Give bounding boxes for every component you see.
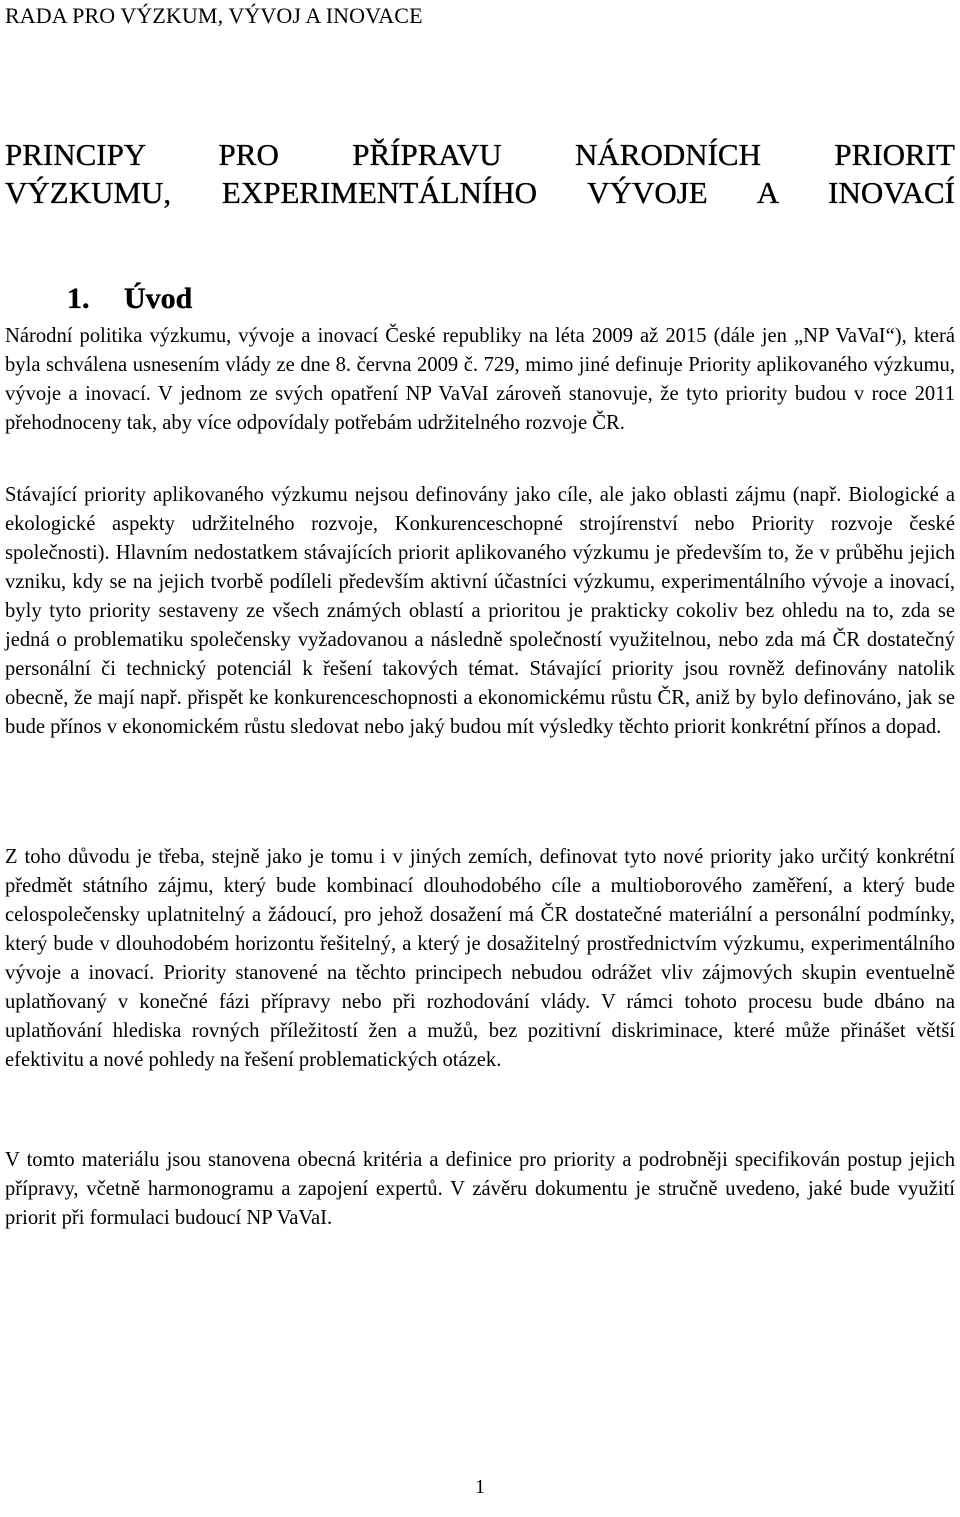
- title-line-2: VÝZKUMU, EXPERIMENTÁLNÍHO VÝVOJE A INOVACÍ: [5, 175, 955, 210]
- document-title: [5, 136, 955, 212]
- paragraph-2: Stávající priority aplikovaného výzkumu nejsou definovány jako cíle, ale jako oblasti zájmu (např. Biologické a ekologické aspekty udržitelného rozvoje, Konkurenceschopné strojírenství nebo Priority rozvoje české společnosti). Hlavním nedostatkem stávajících priorit aplikovaného výzkumu je především to, že v průběhu jejich vzniku, kdy se na jejich tvorbě podíleli především aktivní účastníci výzkumu, experimentálního vývoje a inovací, byly tyto priority sestaveny ze všech známých oblastí a prioritou je prakticky cokoliv bez ohledu na to, zda se jedná o problematiku společensky vyžadovanou a následně společností využitelnou, nebo zda má ČR dostatečný personální či technický potenciál k řešení takových témat. Stávající priority jsou rovněž definovány natolik obecně, že mají např. přispět ke konkurenceschopnosti a ekonomickému růstu ČR, aniž by bylo definováno, jak se bude přínos v ekonomickém růstu sledovat nebo jaký budou mít výsledky těchto priorit konkrétní přínos a dopad.: [5, 484, 955, 738]
- page-number: 1: [475, 1476, 485, 1498]
- paragraph-1: Národní politika výzkumu, vývoje a inovací České republiky na léta 2009 až 2015 (dále jen „NP VaVaI“), která byla schválena usnesením vlády ze dne 8. června 2009 č. 729, mimo jiné definuje Priority aplikovaného výzkumu, vývoje a inovací. V jednom ze svých opatření NP VaVaI zároveň stanovuje, že tyto priority budou v roce 2011 přehodnoceny tak, aby více odpovídaly potřebám udržitelného rozvoje ČR.: [5, 325, 955, 434]
- section-number: 1.: [67, 282, 90, 315]
- section-heading: [67, 281, 192, 317]
- organization-header: RADA PRO VÝZKUM, VÝVOJ A INOVACE: [5, 3, 423, 28]
- title-line-1: PRINCIPY PRO PŘÍPRAVU NÁRODNÍCH PRIORIT: [5, 137, 955, 172]
- paragraph-4: V tomto materiálu jsou stanovena obecná kritéria a definice pro priority a podrobněji specifikován postup jejich přípravy, včetně harmonogramu a zapojení expertů. V závěru dokumentu je stručně uvedeno, jaké bude využití priorit při formulaci budoucí NP VaVaI.: [5, 1149, 955, 1229]
- paragraph-3: Z toho důvodu je třeba, stejně jako je tomu i v jiných zemích, definovat tyto nové priority jako určitý konkrétní předmět státního zájmu, který bude kombinací dlouhodobého cíle a multioborového zaměření, a který bude celospolečensky uplatnitelný a žádoucí, pro jehož dosažení má ČR dostatečné materiální a personální podmínky, který bude v dlouhodobém horizontu řešitelný, a který je dosažitelný prostřednictvím výzkumu, experimentálního vývoje a inovací. Priority stanovené na těchto principech nebudou odrážet vliv zájmových skupin eventuelně uplatňovaný v konečné fázi přípravy nebo při rozhodování vlády. V rámci tohoto procesu bude dbáno na uplatňování hlediska rovných příležitostí žen a mužů, bez pozitivní diskriminace, které může přinášet větší efektivitu a nové pohledy na řešení problematických otázek.: [5, 846, 955, 1071]
- section-title: Úvod: [124, 282, 193, 315]
